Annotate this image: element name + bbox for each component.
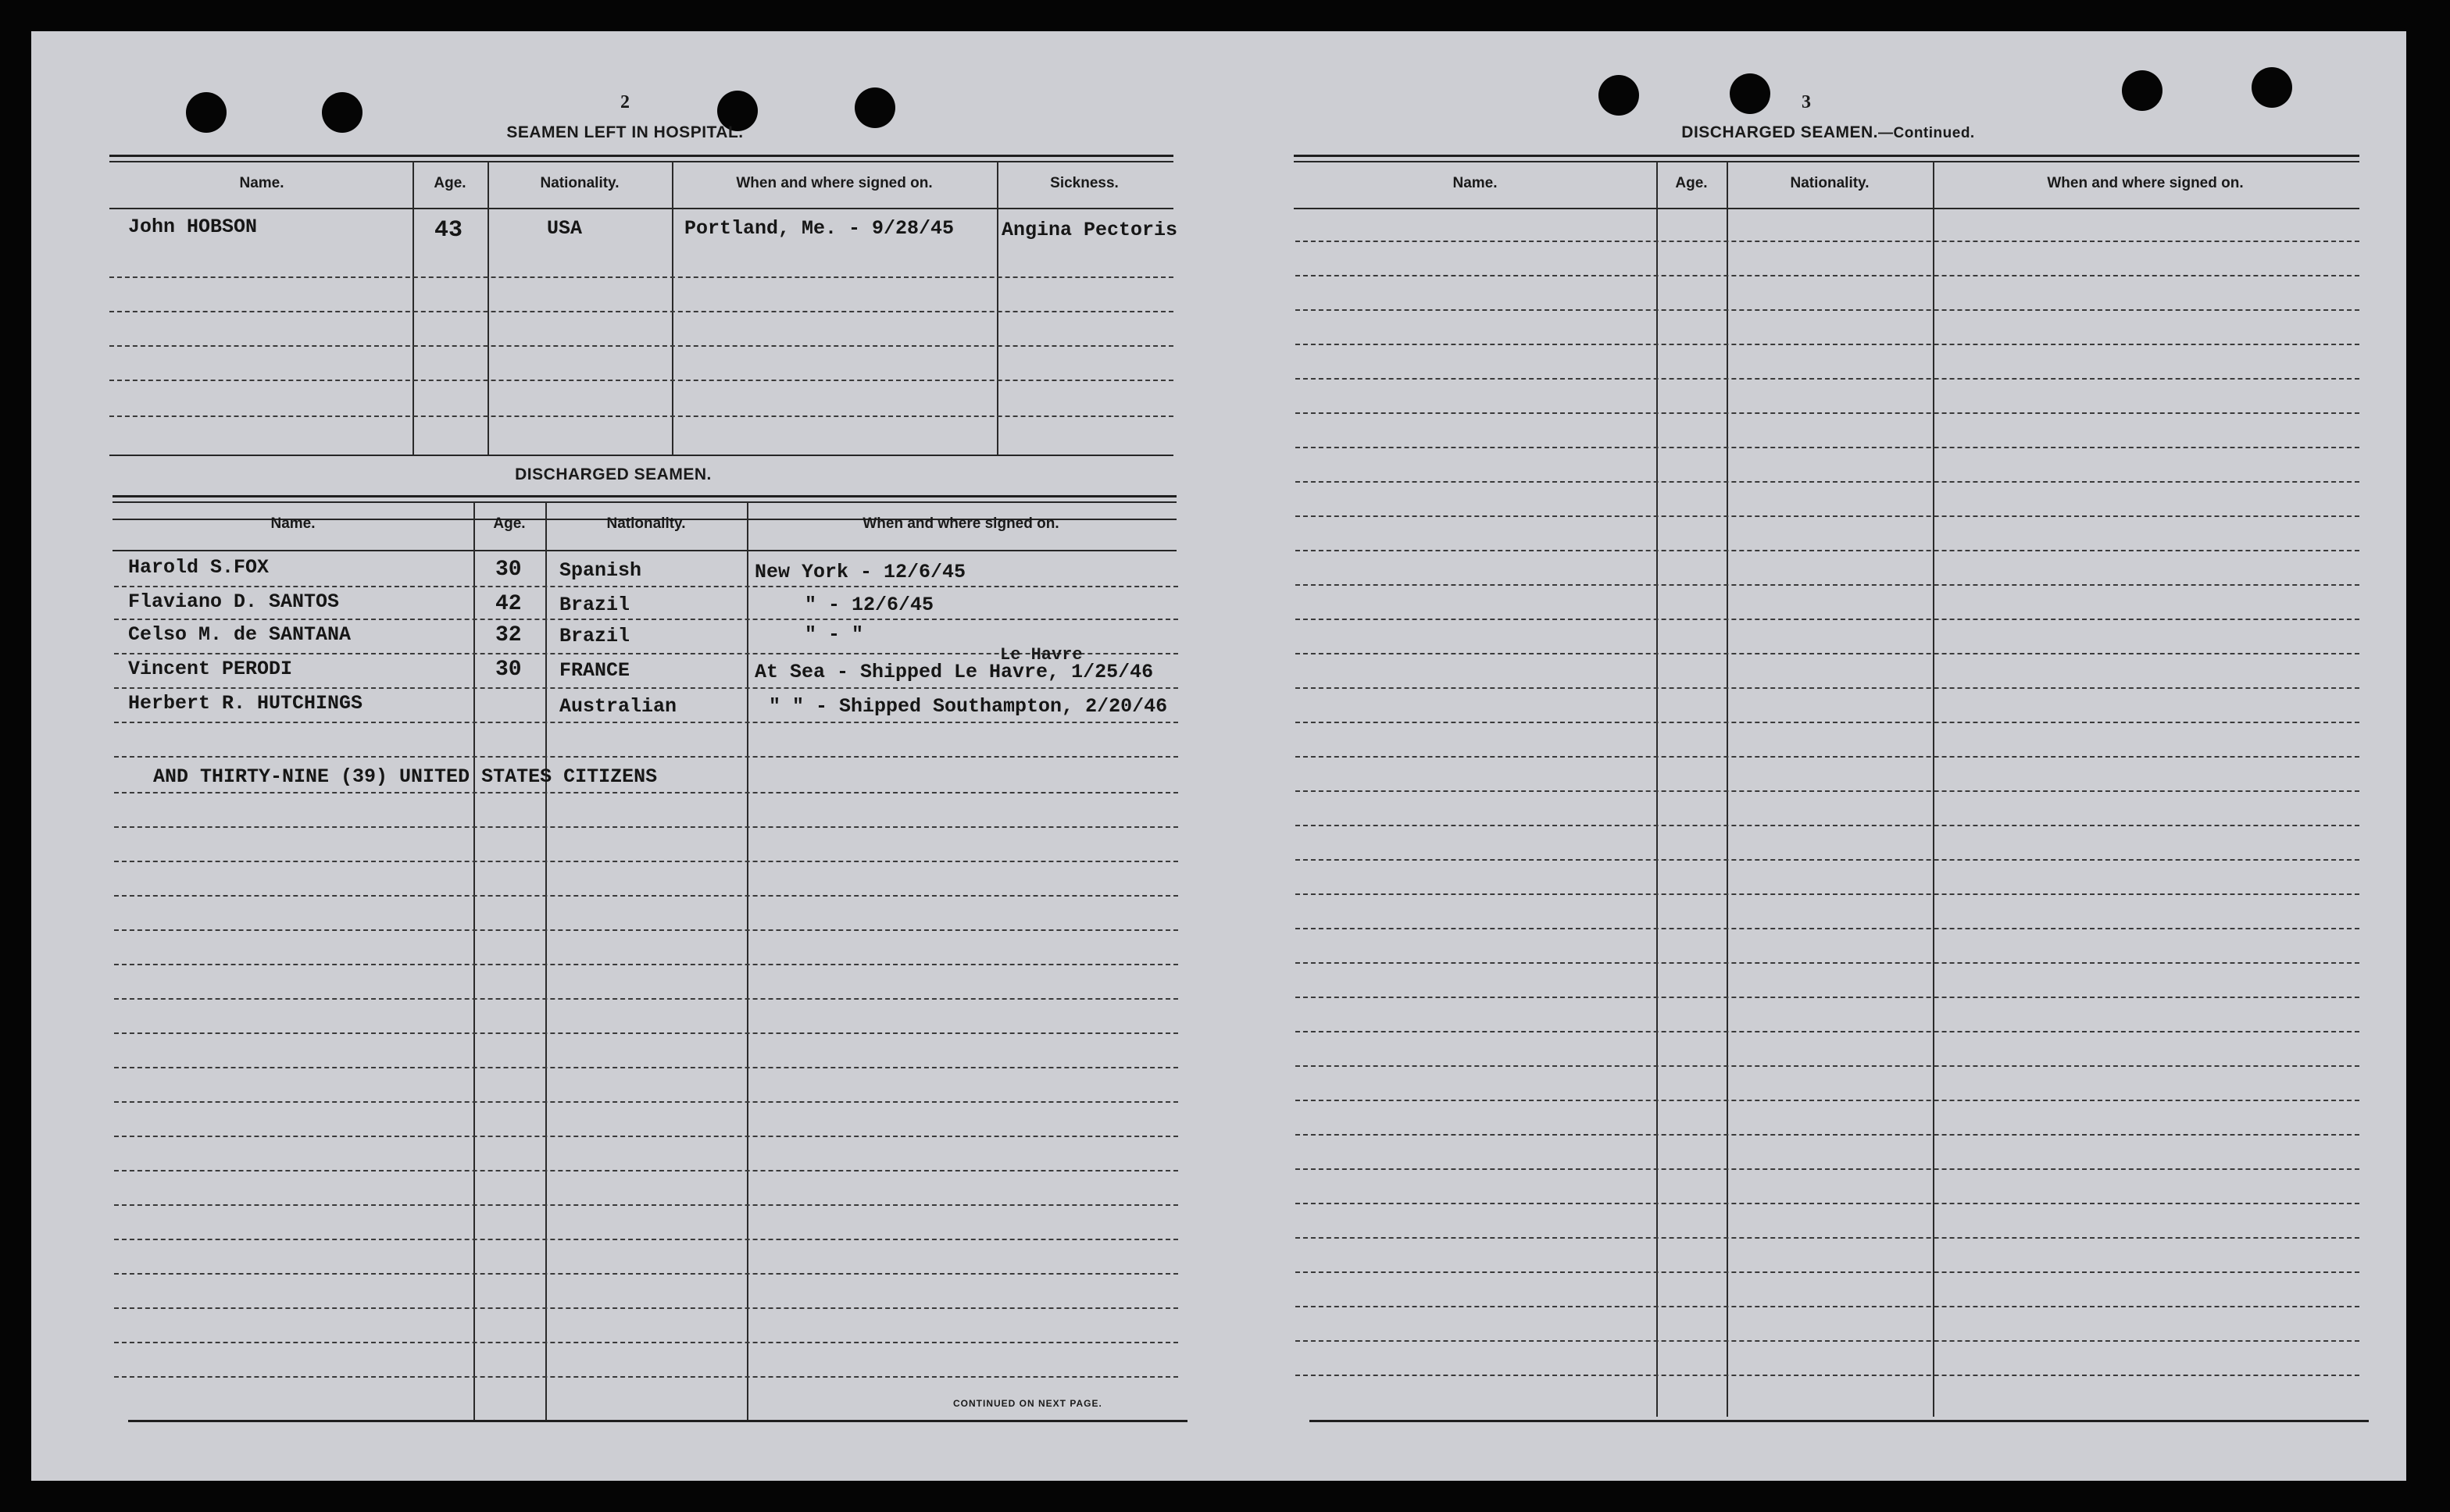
row-rule	[109, 345, 1173, 347]
discharged-name: Flaviano D. SANTOS	[128, 590, 340, 613]
discharged-signed-on: " - 12/6/45	[805, 594, 934, 616]
page-number: 2	[620, 92, 630, 112]
column-divider	[1656, 161, 1658, 1417]
row-rule	[1295, 481, 2359, 483]
column-header-nationality: Nationality.	[540, 175, 620, 191]
row-rule	[109, 311, 1173, 312]
discharged-title: DISCHARGED SEAMEN.	[515, 465, 712, 483]
row-rule	[114, 722, 1178, 723]
column-header-name: Name.	[239, 175, 284, 191]
row-rule	[114, 1032, 1178, 1034]
column-header-nationality: Nationality.	[1790, 175, 1870, 191]
discharged-age: 32	[495, 623, 522, 647]
row-rule	[1295, 550, 2359, 551]
column-divider	[473, 501, 475, 1420]
table-rule	[109, 161, 1173, 162]
row-rule	[1295, 584, 2359, 586]
row-rule	[1295, 722, 2359, 723]
row-rule	[1295, 1375, 2359, 1376]
discharged-nationality: Brazil	[559, 594, 630, 616]
row-rule	[114, 1067, 1178, 1068]
row-rule	[1295, 756, 2359, 758]
page-number: 3	[1802, 92, 1811, 112]
title-suffix: —Continued.	[1878, 125, 1975, 141]
column-header-signed-on: When and where signed on.	[736, 175, 933, 191]
title-text: DISCHARGED SEAMEN.	[1681, 123, 1878, 141]
column-divider	[747, 501, 748, 1420]
row-rule	[1295, 1340, 2359, 1342]
column-divider	[1727, 161, 1728, 1417]
punch-hole	[2122, 70, 2162, 111]
table-rule	[109, 155, 1173, 157]
row-rule	[1295, 378, 2359, 380]
row-rule	[1295, 1065, 2359, 1067]
column-divider	[412, 161, 414, 455]
discharged-signed-on: At Sea - Shipped Le Havre, 1/25/46	[755, 661, 1154, 683]
row-rule	[114, 756, 1178, 758]
column-divider	[488, 161, 489, 455]
row-rule	[1295, 687, 2359, 689]
row-rule	[114, 929, 1178, 931]
row-rule	[1295, 1100, 2359, 1101]
table-rule	[112, 550, 1177, 551]
row-rule	[1295, 825, 2359, 826]
discharged-name: Vincent PERODI	[128, 658, 293, 680]
row-rule	[1295, 962, 2359, 964]
row-rule	[114, 1170, 1178, 1171]
row-rule	[1295, 241, 2359, 242]
column-divider	[997, 161, 998, 455]
row-rule	[1295, 653, 2359, 654]
discharged-signed-on: " - "	[805, 623, 864, 646]
row-rule	[1295, 1237, 2359, 1239]
discharged-nationality: Australian	[559, 695, 677, 718]
table-rule	[1294, 161, 2359, 162]
column-header-age: Age.	[493, 515, 526, 532]
row-rule	[114, 895, 1178, 897]
punch-hole	[855, 87, 895, 128]
row-rule	[1295, 275, 2359, 276]
discharged-nationality: Brazil	[559, 625, 630, 647]
table-rule	[128, 1420, 1188, 1422]
row-rule	[1295, 1168, 2359, 1170]
row-rule	[114, 1101, 1178, 1103]
table-rule	[1294, 208, 2359, 209]
row-rule	[114, 792, 1178, 793]
row-rule	[109, 380, 1173, 381]
row-rule	[1295, 309, 2359, 311]
row-rule	[114, 964, 1178, 965]
row-rule	[114, 1376, 1178, 1378]
punch-hole	[2252, 67, 2292, 108]
discharged-signed-on: New York - 12/6/45	[755, 561, 966, 583]
row-rule	[114, 1239, 1178, 1240]
citizens-note: AND THIRTY-NINE (39) UNITED STATES CITIZENS	[153, 765, 658, 788]
hospital-title: SEAMEN LEFT IN HOSPITAL.	[506, 123, 744, 141]
column-divider	[545, 501, 547, 1420]
table-rule	[1294, 155, 2359, 157]
continued-footer: CONTINUED ON NEXT PAGE.	[953, 1398, 1102, 1409]
discharged-continued-title	[1625, 123, 2031, 142]
row-rule	[114, 1204, 1178, 1206]
column-divider	[672, 161, 673, 455]
table-rule	[109, 208, 1173, 209]
hospital-age: 43	[434, 217, 463, 244]
column-header-name: Name.	[1452, 175, 1498, 191]
discharged-age: 30	[495, 558, 522, 582]
discharged-name: Harold S.FOX	[128, 556, 270, 579]
row-rule	[109, 276, 1173, 278]
column-header-sickness: Sickness.	[1050, 175, 1119, 191]
discharged-age: 42	[495, 592, 522, 616]
table-rule	[1309, 1420, 2369, 1422]
discharged-age: 30	[495, 658, 522, 682]
row-rule	[114, 1342, 1178, 1343]
row-rule	[114, 687, 1178, 689]
row-rule	[114, 619, 1178, 620]
row-rule	[1295, 412, 2359, 414]
column-header-signed-on: When and where signed on.	[862, 515, 1059, 532]
row-rule	[1295, 515, 2359, 517]
punch-hole	[1598, 75, 1639, 116]
hospital-signed-on: Portland, Me. - 9/28/45	[684, 217, 955, 240]
row-rule	[1295, 619, 2359, 620]
row-rule	[114, 1273, 1178, 1275]
row-rule	[109, 415, 1173, 417]
row-rule	[1295, 447, 2359, 448]
document-sheet	[31, 31, 2406, 1481]
row-rule	[1295, 859, 2359, 861]
row-rule	[1295, 1134, 2359, 1136]
punch-hole	[186, 92, 227, 133]
column-header-age: Age.	[434, 175, 466, 191]
row-rule	[1295, 1306, 2359, 1307]
hospital-nationality: USA	[547, 217, 583, 240]
discharged-signed-on: " " - Shipped Southampton, 2/20/46	[769, 695, 1168, 718]
hospital-sickness: Angina Pectoris	[1002, 219, 1178, 241]
discharged-name: Herbert R. HUTCHINGS	[128, 692, 363, 715]
row-rule	[1295, 1031, 2359, 1032]
row-rule	[114, 1307, 1178, 1309]
table-rule	[112, 495, 1177, 497]
row-rule	[1295, 997, 2359, 998]
column-header-signed-on: When and where signed on.	[2047, 175, 2244, 191]
discharged-nationality: Spanish	[559, 559, 642, 582]
row-rule	[114, 998, 1178, 1000]
row-rule	[114, 586, 1178, 587]
row-rule	[114, 826, 1178, 828]
hospital-name: John HOBSON	[128, 216, 258, 238]
row-rule	[1295, 928, 2359, 929]
column-header-name: Name.	[270, 515, 316, 532]
discharged-name: Celso M. de SANTANA	[128, 623, 352, 646]
correction-overprint: Le Havre	[1000, 645, 1083, 665]
punch-hole	[1730, 73, 1770, 114]
row-rule	[1295, 1203, 2359, 1204]
row-rule	[1295, 790, 2359, 792]
punch-hole	[322, 92, 362, 133]
column-header-age: Age.	[1675, 175, 1708, 191]
row-rule	[1295, 344, 2359, 345]
row-rule	[1295, 893, 2359, 895]
table-rule	[112, 501, 1177, 503]
table-rule	[109, 455, 1173, 456]
row-rule	[114, 861, 1178, 862]
row-rule	[114, 1136, 1178, 1137]
discharged-nationality: FRANCE	[559, 659, 630, 682]
column-header-nationality: Nationality.	[606, 515, 686, 532]
row-rule	[1295, 1271, 2359, 1273]
column-divider	[1933, 161, 1934, 1417]
